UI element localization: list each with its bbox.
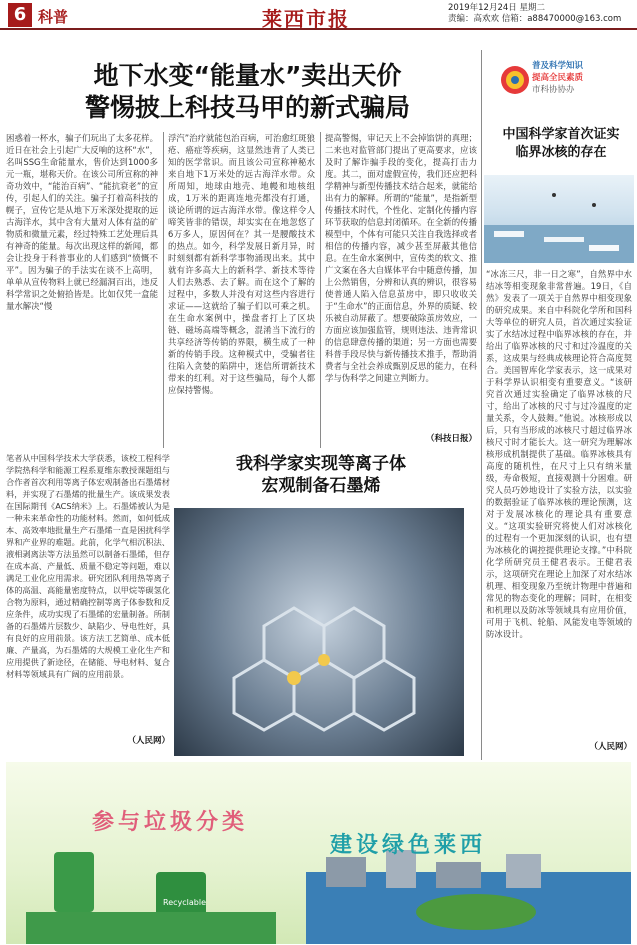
main-article-col3: 提高警惕，审记天上不会掉馅饼的真理；二来也对监管部门提出了更高要求，应该及时了解诈骗手段的变化，提高打击力度。其二，面对虚假宣传，我们还应把科学精神与新型传播技术结合起来，就能给出有力的解释。所谓的“能量”，是指新型传播技术时代，个性化、定制化传播内容环节获取的信息封闭循环。在全新的传播模型中，个体有可能只关注自我选择或者相信的传播内容，减少甚至屏蔽其他信息。在生命水案例中，宣传类的软文、推广文案在各大自媒体平台中随意传播，加上公然销售，分辨和认真的辨识，很容易使普通人陷入信息茧房中，即只收收关于“生命水”的正面信息，外界的质疑、较乐被自动屏蔽了。想要破除茧房效应，一方面应该加强监管，规则违法、违背常识的信息肆意传播的渠道；另一方面也需要科普手段尽快与新传播技术推手，帮助消费者与全社会养成甄别反思的能力，在科学与伪科学之间建立判断力。: [325, 133, 477, 383]
logo-line3: 市科协协办: [532, 85, 575, 95]
slogan-right: 建设绿色莱西: [330, 833, 487, 858]
graphene-article: [6, 452, 170, 752]
side-article-source: （人民网）: [589, 742, 632, 752]
bin-label: Recyclable: [163, 898, 206, 907]
logo-line2: 提高全民素质: [532, 73, 584, 83]
side-headline: [488, 126, 634, 162]
column-divider: [320, 132, 321, 448]
logo-text: [532, 60, 583, 96]
slogan-left: 参与垃圾分类: [92, 810, 249, 835]
editor-line: 责编：高欢欢 信箱：a88470000@163.com: [448, 14, 622, 24]
graphene-headline-line2: 宏观制备石墨烯: [261, 476, 381, 496]
page-header: [0, 0, 637, 30]
masthead: 莱西市报: [262, 7, 350, 31]
graphene-article-body: 笔者从中国科学技术大学获悉，该校工程科学学院热科学和能源工程系夏维东教授课题组与合作者首次利用等离子体宏观制备出石墨烯材料，并实现了石墨烯的批量生产。该成果发表在国际期刊《ACS纳米》上。石墨烯被认为是一种未来革命性的功能材料。然而，如何低成本、高效率地批量生产石墨烯一直是困扰科学界和产业界的难题。此前，化学气相沉积法、液相剥离法等方法虽然可以制备石墨烯，但存在成本高、产量低、质量不稳定等问题，难以满足工业化应用需求。研究团队利用热等离子体的高温、高能量密度特点，以甲烷等碳氢化合物为原料，通过精确控制等离子体参数和反应条件，成功实现了石墨烯的宏量制备。所制备的石墨烯片层数少、缺陷少、导电性好，具有良好的应用前景。该方法工艺简单、成本低廉、产量高，为石墨烯的大规模工业化生产和应用提供了新途径，在储能、导电材料、复合材料等领域具有广阔的应用前景。: [6, 453, 170, 679]
graphene-headline: [190, 453, 452, 497]
ice-lake-photo: [484, 175, 634, 263]
logo-line1: 普及科学知识: [532, 61, 584, 71]
sidebar-divider: [481, 50, 482, 760]
side-headline-line2: 临界冰核的存在: [515, 145, 607, 160]
graphene-illustration: [174, 508, 464, 756]
main-headline-line1: 地下水变“能量水”卖出天价: [93, 61, 402, 90]
section-title: 科普: [38, 8, 69, 26]
column-divider: [163, 132, 164, 448]
date-block: [448, 3, 621, 25]
main-headline-line2: 警惕披上科技马甲的新式骗局: [84, 93, 410, 122]
page-number: 6: [8, 3, 32, 27]
graphene-article-source: （人民网）: [127, 736, 170, 746]
date-line: 2019年12月24日 星期二: [448, 3, 545, 13]
side-article-body: “冰冻三尺，非一日之寒”，自然界中水结冰等相变现象非常普遍。19日，《自然》发表了一项关于自然界中相变现象的研究成果。来自中科院化学所和国科大等单位的研究人员，首次通过实验证实了水结冰过程中临界冰核的存在，并给出了临界冰核的尺寸和过冷温度的关系，这成果与经典成核理论符合高度契合。美国智库化学家表示，这一成果对于科学界认识相变有重要意义。“该研究首次通过实验确定了临界冰核的尺寸，给出了冰核的尺寸与过冷温度的定量关系，令人鼓舞。”他说。冰核形成以后，只有当形成的冰核尺寸超过临界冰核尺寸时才能长大。这一研究为理解冰核形成机制提供了基础。临界冰核具有高度的随机性，在尺寸上只有纳米量级，寿命极短，直接观测十分困难。研究人员巧妙地设计了实验方法，以实验的数据验证了临界冰核的理论预测，这对于发展冰核化的理论具有重要意义。“这项实验研究将使人们对冰核化的过程有一个更加深刻的认识，也有望为冰核化的调控提供理论支撑。”中科院化学所研究员王健君表示。王健君表示，这项研究在理论上加深了对水结冰机理、相变现象乃至统计物理中普遍和常见的物态变化的理解；同时，在相变和机理以及防冰等领域具有应用价值，可用于飞机、轮船、风能发电等领域的防冰设计。: [486, 269, 632, 639]
main-article-col3-wrap: [325, 132, 477, 448]
recycling-banner: [6, 762, 631, 944]
side-headline-line1: 中国科学家首次证实: [502, 127, 620, 142]
graphene-headline-line1: 我科学家实现等离子体: [236, 454, 406, 474]
main-article-col1: 困惑着一杯水，骗子们玩出了太多花样。近日在社会上引起广大反响的这杯“水”，名叫SSG生命能量水，售价达到1000多元一瓶，堪称天价。在该公司所宣称的神奇功效中，“能治百病”、“能抗衰老”的宣传，引起人们的关注。骗子打着高科技的幌子，宣传它是从地下万米深处提取的远古海洋水，其中含有大量对人体有益的矿物质和微量元素，经过特殊工艺处理后具有神奇的能量。每次出现这样的新闻，都会让投身于科普事业的人们感到“愤慨不平”。因为骗子的手法实在谈不上高明，单单从宣传物料上就已经漏洞百出，违反科学常识之处俯拾皆是。比如仅凭一盒能量水解决“慢: [6, 133, 158, 311]
side-article: [486, 268, 632, 760]
main-article-source: （科技日报）: [425, 434, 477, 444]
main-headline: [40, 60, 455, 124]
main-article-col2: 浮汽”治疗就能包治百病，可治愈红斑狼疮、癌症等疾病，这显然违背了人类已知的医学常识。而且该公司宣称神秘水来自地下1万米处的远古海洋水带。众所周知，地球由地壳、地幔和地核组成，1万米的距离连地壳都没有打通，谈论所谓的远古海洋水带。像这样令人啼笑皆非的错误，却实实在在地忽悠了6万多人，原因何在？其一是腰酸技术的热点。如今，科学发展日新月异，时时刻刻都有新科学事物涌现出来。其中就有许多高大上的新科学、新技术等待人们去熟悉、去了解。而在这个了解的过程中，多数人并没有对这些内容进行求证——这就给了骗子们以可乘之机。在生命水案例中，操盘者打上了区块链、磁场高端等概念，混淆当下流行的共享经济等传销的界限，横生成了一种新的传销手段。这种模式中，受骗者往往陷入贪婪的陷阱中，迷信所谓新技术带来的红利。对于这些骗局，每个人都应保持警惕。: [168, 133, 315, 395]
recycling-banner-art: [6, 762, 631, 944]
